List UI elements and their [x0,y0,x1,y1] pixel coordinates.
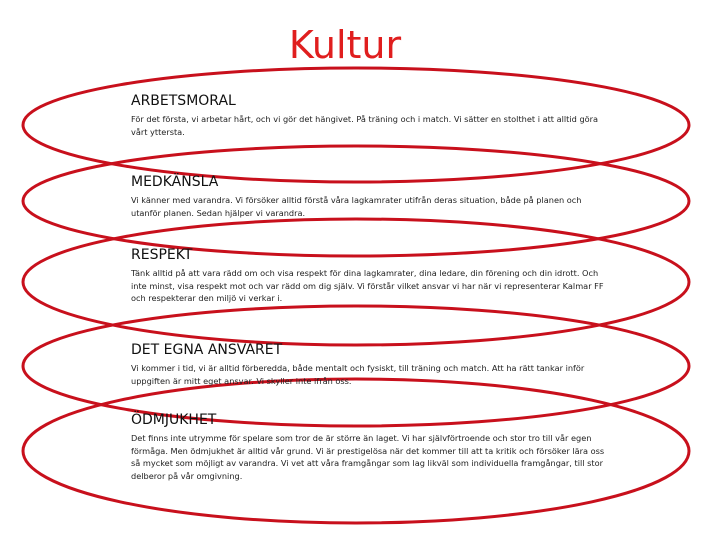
section-respekt [131,247,611,305]
section-text: Vi kommer i tid, vi är alltid förberedda, både mentalt och fysiskt, till träning och match. Att ha rätt tankar inför uppgiften är mitt eget ansvar. Vi skyller inte ifrån oss. [131,363,585,386]
section-det-egna-ansvaret [131,342,611,387]
section-text: Det finns inte utrymme för spelare som tror de är större än laget. Vi har självförtroende och stor tro till vår egen förmåga. Men ödmjukhet är alltid vår grund. Vi är prestigelösa när det kommer till att ta kritik och försöker lära oss så mycket som möjligt av varandra. Vi vet att våra framgångar som lag likväl som individuella framgångar, till stor delberor på vår omgivning. [131,433,605,481]
section-heading: RESPEKT [131,247,193,263]
section-medkansla [131,174,611,219]
slide-title: Kultur [288,23,402,67]
section-heading: ARBETSMORAL [131,93,236,109]
section-arbetsmoral [131,93,611,138]
section-text: För det första, vi arbetar hårt, och vi gör det hängivet. På träning och i match. Vi sätter en stolthet i att alltid göra vårt yttersta. [131,114,599,137]
section-heading: ÖDMJUKHET [131,412,217,428]
section-text: Vi känner med varandra. Vi försöker alltid förstå våra lagkamrater utifrån deras situation, både på planen och utanför planen. Sedan hjälper vi varandra. [131,195,582,218]
section-heading: MEDKÄNSLA [131,174,219,190]
section-heading: DET EGNA ANSVARET [131,342,283,358]
section-text: Tänk alltid på att vara rädd om och visa respekt för dina lagkamrater, dina ledare, din förening och din idrott. Och inte minst, visa respekt mot och var rädd om dig själv. Vi förstår vilket ansvar vi har när vi representerar Kalmar FF och respekterar den miljö vi verkar i. [131,268,604,303]
section-odmjukhet [131,412,611,482]
